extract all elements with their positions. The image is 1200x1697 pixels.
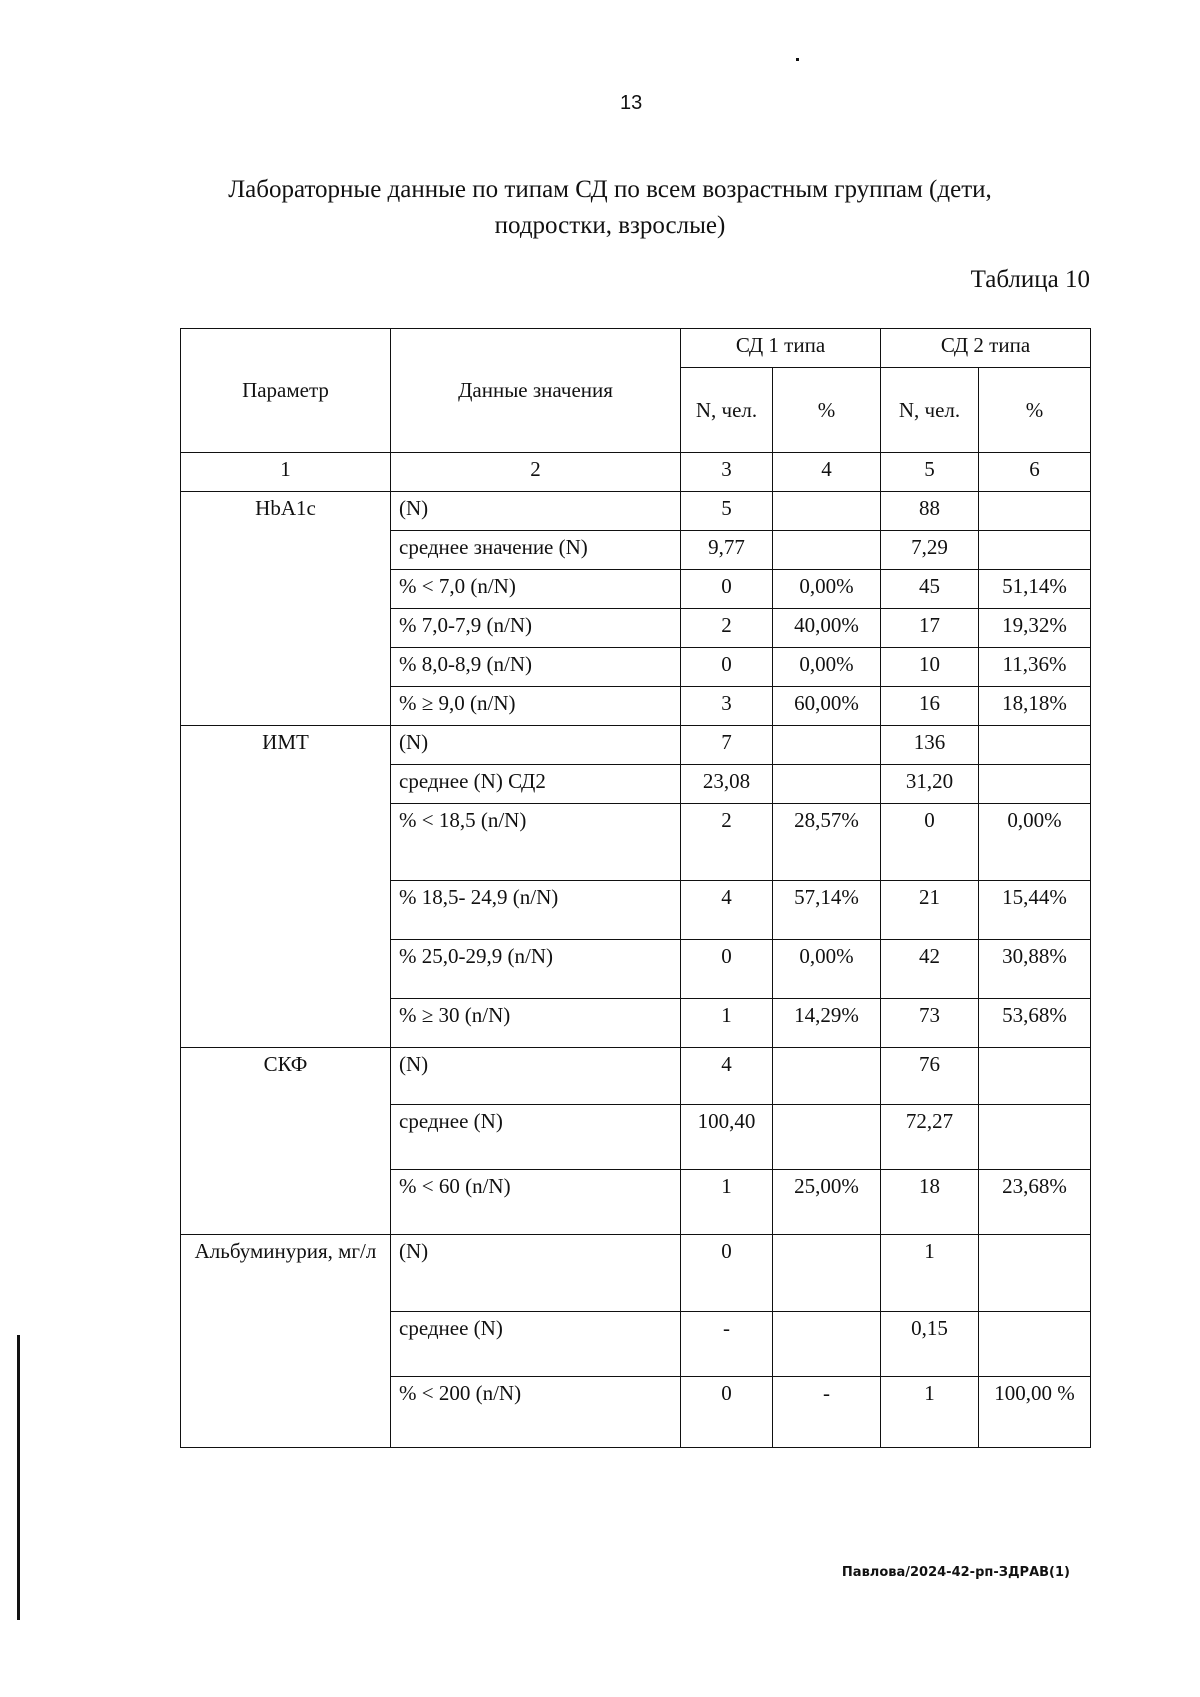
- sd1-pct-cell: [773, 1312, 881, 1377]
- sd2-pct-cell: [979, 1048, 1091, 1105]
- sd2-n-cell: 76: [881, 1048, 979, 1105]
- sd2-n-cell: 1: [881, 1377, 979, 1448]
- parameter-cell: СКФ: [181, 1048, 391, 1235]
- row-label-cell: (N): [391, 1048, 681, 1105]
- header-pct-sd2: %: [979, 368, 1091, 453]
- row-label-cell: среднее (N) СД2: [391, 765, 681, 804]
- column-numbers-row: [181, 453, 1091, 492]
- table-row: [181, 492, 1091, 531]
- sd2-pct-cell: 11,36%: [979, 648, 1091, 687]
- header-pct-sd1: %: [773, 368, 881, 453]
- sd1-pct-cell: -: [773, 1377, 881, 1448]
- sd1-pct-cell: 60,00%: [773, 687, 881, 726]
- row-label-cell: среднее (N): [391, 1105, 681, 1170]
- sd1-n-cell: 23,08: [681, 765, 773, 804]
- footer-reference: Павлова/2024-42-рп-ЗДРАВ(1): [841, 1565, 1070, 1580]
- sd2-n-cell: 17: [881, 609, 979, 648]
- sd1-n-cell: 7: [681, 726, 773, 765]
- col-number-3: 3: [681, 453, 773, 492]
- sd2-n-cell: 88: [881, 492, 979, 531]
- sd1-pct-cell: 40,00%: [773, 609, 881, 648]
- row-label-cell: % ≥ 30 (n/N): [391, 999, 681, 1048]
- sd1-pct-cell: 14,29%: [773, 999, 881, 1048]
- sd2-pct-cell: 19,32%: [979, 609, 1091, 648]
- sd1-pct-cell: [773, 726, 881, 765]
- sd1-pct-cell: 0,00%: [773, 648, 881, 687]
- col-number-1: 1: [181, 453, 391, 492]
- col-number-2: 2: [391, 453, 681, 492]
- sd1-n-cell: 0: [681, 940, 773, 999]
- parameter-cell: HbA1c: [181, 492, 391, 726]
- header-n-sd2: N, чел.: [881, 368, 979, 453]
- sd2-pct-cell: [979, 1235, 1091, 1312]
- sd2-pct-cell: [979, 1312, 1091, 1377]
- header-sd2: СД 2 типа: [881, 329, 1091, 368]
- row-label-cell: (N): [391, 1235, 681, 1312]
- sd2-pct-cell: 100,00 %: [979, 1377, 1091, 1448]
- row-label-cell: % 7,0-7,9 (n/N): [391, 609, 681, 648]
- table-row: [181, 1235, 1091, 1312]
- sd1-pct-cell: 0,00%: [773, 570, 881, 609]
- sd1-n-cell: 2: [681, 804, 773, 881]
- title-line-1: Лабораторные данные по типам СД по всем возрастным группам (дети,: [228, 176, 992, 203]
- sd1-pct-cell: [773, 1048, 881, 1105]
- header-n-sd1: N, чел.: [681, 368, 773, 453]
- sd1-n-cell: 0: [681, 648, 773, 687]
- sd1-n-cell: 9,77: [681, 531, 773, 570]
- sd2-pct-cell: 30,88%: [979, 940, 1091, 999]
- sd1-n-cell: -: [681, 1312, 773, 1377]
- row-label-cell: (N): [391, 726, 681, 765]
- col-number-6: 6: [979, 453, 1091, 492]
- table-row: [181, 1048, 1091, 1105]
- sd2-n-cell: 18: [881, 1170, 979, 1235]
- parameter-cell: ИМТ: [181, 726, 391, 1048]
- sd2-n-cell: 1: [881, 1235, 979, 1312]
- page-number: 13: [620, 92, 643, 114]
- sd2-n-cell: 136: [881, 726, 979, 765]
- row-label-cell: % < 18,5 (n/N): [391, 804, 681, 881]
- sd2-n-cell: 16: [881, 687, 979, 726]
- row-label-cell: (N): [391, 492, 681, 531]
- sd1-pct-cell: [773, 1235, 881, 1312]
- row-label-cell: % < 200 (n/N): [391, 1377, 681, 1448]
- sd2-pct-cell: 23,68%: [979, 1170, 1091, 1235]
- lab-data-table: [180, 328, 1091, 1448]
- row-label-cell: среднее значение (N): [391, 531, 681, 570]
- sd2-pct-cell: [979, 1105, 1091, 1170]
- sd1-n-cell: 100,40: [681, 1105, 773, 1170]
- sd2-n-cell: 45: [881, 570, 979, 609]
- row-label-cell: % < 7,0 (n/N): [391, 570, 681, 609]
- sd2-n-cell: 7,29: [881, 531, 979, 570]
- sd2-pct-cell: [979, 726, 1091, 765]
- header-row-1: [181, 329, 1091, 368]
- header-sd1: СД 1 типа: [681, 329, 881, 368]
- row-label-cell: % 25,0-29,9 (n/N): [391, 940, 681, 999]
- row-label-cell: среднее (N): [391, 1312, 681, 1377]
- sd2-pct-cell: [979, 492, 1091, 531]
- sd2-n-cell: 10: [881, 648, 979, 687]
- sd1-pct-cell: 25,00%: [773, 1170, 881, 1235]
- sd1-n-cell: 4: [681, 881, 773, 940]
- sd2-pct-cell: 51,14%: [979, 570, 1091, 609]
- table-row: [181, 726, 1091, 765]
- sd1-n-cell: 0: [681, 570, 773, 609]
- sd2-n-cell: 31,20: [881, 765, 979, 804]
- sd2-n-cell: 72,27: [881, 1105, 979, 1170]
- row-label-cell: % 18,5- 24,9 (n/N): [391, 881, 681, 940]
- sd2-pct-cell: 0,00%: [979, 804, 1091, 881]
- sd1-n-cell: 0: [681, 1377, 773, 1448]
- scan-speck: [796, 58, 799, 61]
- sd1-pct-cell: [773, 492, 881, 531]
- sd1-pct-cell: [773, 531, 881, 570]
- sd2-pct-cell: [979, 531, 1091, 570]
- col-number-5: 5: [881, 453, 979, 492]
- table-label: Таблица 10: [970, 266, 1090, 293]
- sd1-n-cell: 5: [681, 492, 773, 531]
- sd1-n-cell: 2: [681, 609, 773, 648]
- sd1-pct-cell: [773, 1105, 881, 1170]
- sd1-n-cell: 1: [681, 1170, 773, 1235]
- sd1-pct-cell: 0,00%: [773, 940, 881, 999]
- document-title: [180, 172, 1040, 244]
- sd2-pct-cell: 15,44%: [979, 881, 1091, 940]
- sd1-pct-cell: 57,14%: [773, 881, 881, 940]
- row-label-cell: % 8,0-8,9 (n/N): [391, 648, 681, 687]
- col-number-4: 4: [773, 453, 881, 492]
- sd2-n-cell: 21: [881, 881, 979, 940]
- sd2-pct-cell: [979, 765, 1091, 804]
- title-line-2: подростки, взрослые): [494, 212, 726, 239]
- parameter-cell: Альбуминурия, мг/л: [181, 1235, 391, 1448]
- sd1-pct-cell: 28,57%: [773, 804, 881, 881]
- row-label-cell: % < 60 (n/N): [391, 1170, 681, 1235]
- sd2-n-cell: 0: [881, 804, 979, 881]
- sd1-n-cell: 1: [681, 999, 773, 1048]
- sd1-n-cell: 4: [681, 1048, 773, 1105]
- sd2-pct-cell: 53,68%: [979, 999, 1091, 1048]
- sd1-n-cell: 3: [681, 687, 773, 726]
- header-values: Данные значения: [391, 329, 681, 453]
- scan-margin-bar: [17, 1335, 20, 1620]
- sd2-n-cell: 73: [881, 999, 979, 1048]
- header-parameter: Параметр: [181, 329, 391, 453]
- sd1-n-cell: 0: [681, 1235, 773, 1312]
- sd2-n-cell: 42: [881, 940, 979, 999]
- sd2-pct-cell: 18,18%: [979, 687, 1091, 726]
- sd2-n-cell: 0,15: [881, 1312, 979, 1377]
- row-label-cell: % ≥ 9,0 (n/N): [391, 687, 681, 726]
- sd1-pct-cell: [773, 765, 881, 804]
